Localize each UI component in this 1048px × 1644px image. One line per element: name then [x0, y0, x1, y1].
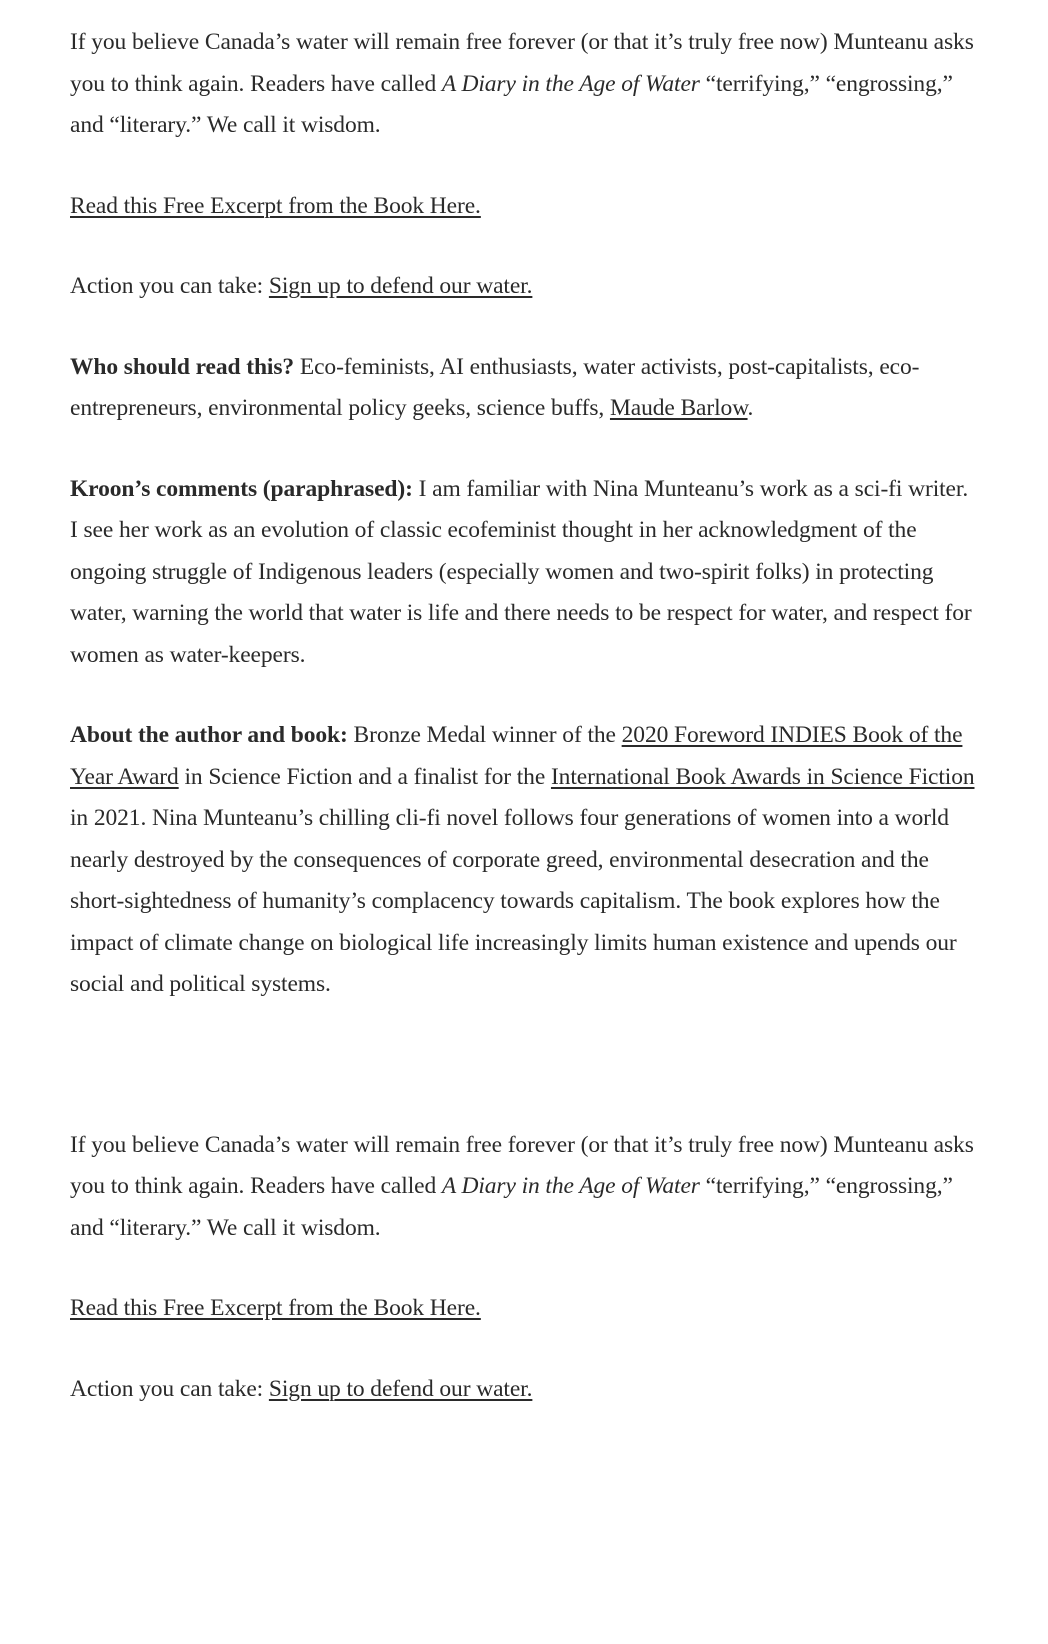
book-title: A Diary in the Age of Water [441, 70, 700, 97]
book-title: A Diary in the Age of Water [441, 1173, 700, 1199]
sign-up-link[interactable]: Sign up to defend our water. [268, 1375, 533, 1402]
intro-paragraph: If you believe Canada’s water will remain free forever (or that it’s truly free now) Munteanu asks you to think again. Readers have called A Diary in the Age of Water “terrifying,” “engrossing,” and “literary.” We call it wisdom. [70, 29, 974, 138]
maude-barlow-link[interactable]: Maude Barlow [609, 395, 748, 421]
action-paragraph: Action you can take: Sign up to defend our water. [70, 273, 533, 299]
who-paragraph: Who should read this? Eco-feminists, AI enthusiasts, water activists, post-capitalists, eco-entrepreneurs, environmental policy geeks, science buffs, Maude Barlow. [70, 353, 920, 421]
excerpt-link[interactable]: Read this Free Excerpt from the Book Here. [70, 192, 481, 219]
foreword-indies-link[interactable]: 2020 Foreword INDIES Book of the Year Award [70, 722, 963, 790]
excerpt-link[interactable]: Read this Free Excerpt from the Book Here. [70, 1295, 481, 1321]
action-paragraph-repeat: Action you can take: Sign up to defend our water. [70, 1375, 533, 1402]
kroon-label: Kroon’s comments (paraphrased): [70, 475, 413, 502]
international-book-awards-link[interactable]: International Book Awards in Science Fiction [550, 763, 975, 790]
intro-paragraph-repeat: If you believe Canada’s water will remain free forever (or that it’s truly free now) Munteanu asks you to think again. Readers have called A Diary in the Age of Water “terrifying,” “engrossing,” and “literary.” We call it wisdom. [70, 1131, 974, 1241]
about-paragraph: About the author and book: Bronze Medal winner of the 2020 Foreword INDIES Book of the Year Award in Science Fiction and a finalist for the International Book Awards in Science Fiction in 2021. Nina Munteanu’s chilling cli-fi novel follows four generations of women into a world nearly destroyed by the consequences of corporate greed, environmental desecration and the short-sightedness of humanity’s complacency towards capitalism. The book explores how the impact of climate change on biological life increasingly limits human existence and upends our social and political systems. [70, 722, 975, 997]
excerpt-paragraph [70, 186, 980, 228]
excerpt-paragraph-repeat [70, 1288, 980, 1330]
spacer [70, 1045, 980, 1125]
sign-up-link[interactable]: Sign up to defend our water. [268, 273, 533, 299]
kroon-paragraph: Kroon’s comments (paraphrased): I am familiar with Nina Munteanu’s work as a sci-fi writer. I see her work as an evolution of classic ecofeminist thought in her acknowledgment of the ongoing struggle of Indigenous leaders (especially women and two-spirit folks) in protecting water, warning the world that water is life and there needs to be respect for water, and respect for women as water-keepers. [70, 475, 972, 668]
article-body [70, 22, 980, 1449]
who-label: Who should read this? [70, 353, 295, 380]
about-label: About the author and book: [70, 722, 348, 748]
